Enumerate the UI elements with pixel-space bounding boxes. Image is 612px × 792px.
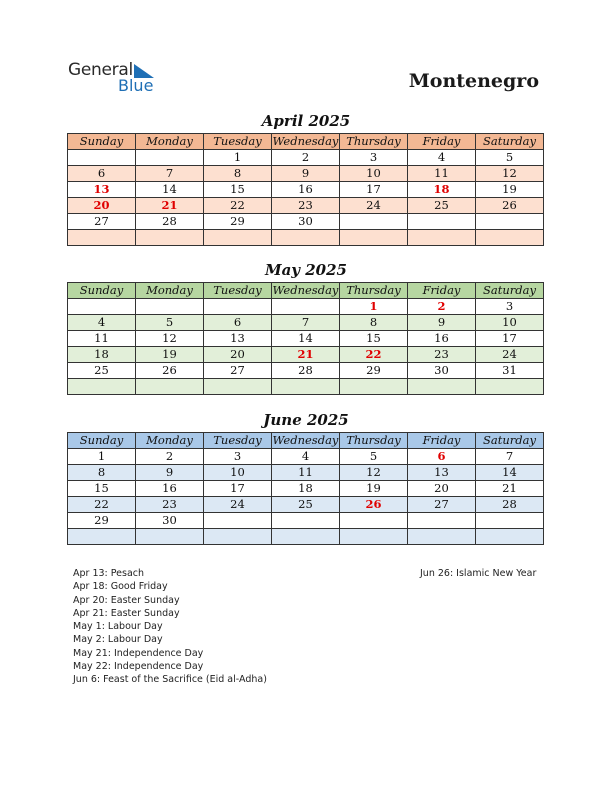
day-cell xyxy=(136,379,204,395)
day-cell: 17 xyxy=(340,182,408,198)
day-cell: 30 xyxy=(408,363,476,379)
day-cell: 1 xyxy=(204,150,272,166)
holiday-entry: Jun 6: Feast of the Sacrifice (Eid al-Adha) xyxy=(73,674,267,686)
weekday-header: Sunday xyxy=(68,433,136,449)
day-cell: 25 xyxy=(272,497,340,513)
day-cell: 5 xyxy=(136,315,204,331)
day-cell xyxy=(408,230,476,246)
day-cell: 28 xyxy=(136,214,204,230)
day-cell: 13 xyxy=(204,331,272,347)
day-cell xyxy=(408,379,476,395)
day-cell: 24 xyxy=(340,198,408,214)
day-cell: 20 xyxy=(68,198,136,214)
day-cell: 20 xyxy=(408,481,476,497)
day-cell xyxy=(68,150,136,166)
day-cell: 27 xyxy=(204,363,272,379)
day-cell: 10 xyxy=(340,166,408,182)
weekday-header: Wednesday xyxy=(272,283,339,297)
weekday-header: Tuesday xyxy=(204,134,272,150)
day-cell: 19 xyxy=(476,182,544,198)
day-cell xyxy=(68,529,136,545)
day-cell xyxy=(408,214,476,230)
holiday-entry: May 1: Labour Day xyxy=(73,621,163,633)
holiday-entry: Apr 13: Pesach xyxy=(73,568,145,579)
week-row xyxy=(68,465,544,481)
day-cell: 9 xyxy=(136,465,204,481)
weekday-header: Monday xyxy=(136,433,204,449)
holiday-entry: Apr 18: Good Friday xyxy=(73,581,168,593)
day-cell: 23 xyxy=(408,347,476,363)
day-cell: 16 xyxy=(272,182,340,198)
week-row xyxy=(68,315,544,331)
weekday-header: Tuesday xyxy=(204,283,272,299)
day-cell: 21 xyxy=(136,198,204,214)
week-row xyxy=(68,166,544,182)
week-row xyxy=(68,379,544,395)
day-cell: 2 xyxy=(136,449,204,465)
week-row xyxy=(68,449,544,465)
logo xyxy=(68,60,168,96)
day-cell: 29 xyxy=(340,363,408,379)
day-cell: 29 xyxy=(68,513,136,529)
week-row xyxy=(68,214,544,230)
day-cell xyxy=(408,513,476,529)
day-cell: 6 xyxy=(204,315,272,331)
day-cell: 11 xyxy=(408,166,476,182)
day-cell: 5 xyxy=(476,150,544,166)
day-cell: 3 xyxy=(204,449,272,465)
weekday-header: Thursday xyxy=(340,433,408,449)
week-row xyxy=(68,150,544,166)
day-cell: 27 xyxy=(68,214,136,230)
weekday-header: Monday xyxy=(136,283,204,299)
day-cell: 19 xyxy=(340,481,408,497)
week-row xyxy=(68,182,544,198)
day-cell: 4 xyxy=(68,315,136,331)
week-row xyxy=(68,347,544,363)
day-cell xyxy=(476,214,544,230)
holiday-entry: May 21: Independence Day xyxy=(73,647,204,659)
week-row xyxy=(68,198,544,214)
day-cell: 9 xyxy=(272,166,340,182)
day-cell xyxy=(340,214,408,230)
day-cell xyxy=(204,529,272,545)
day-cell: 13 xyxy=(68,182,136,198)
day-cell xyxy=(340,379,408,395)
day-cell xyxy=(136,230,204,246)
holiday-entry: May 2: Labour Day xyxy=(73,634,163,646)
day-cell: 30 xyxy=(272,214,340,230)
day-cell: 28 xyxy=(476,497,544,513)
day-cell: 24 xyxy=(204,497,272,513)
day-cell: 12 xyxy=(476,166,544,182)
day-cell xyxy=(340,529,408,545)
day-cell: 15 xyxy=(340,331,408,347)
day-cell xyxy=(476,230,544,246)
holiday-list-left xyxy=(73,567,267,687)
day-cell: 5 xyxy=(340,449,408,465)
day-cell xyxy=(68,230,136,246)
day-cell: 25 xyxy=(408,198,476,214)
day-cell: 6 xyxy=(408,449,476,465)
day-cell: 24 xyxy=(476,347,544,363)
weekday-header: Thursday xyxy=(340,134,408,150)
day-cell: 26 xyxy=(340,497,408,513)
day-cell: 25 xyxy=(68,363,136,379)
weekday-header: Sunday xyxy=(68,134,136,150)
day-cell: 1 xyxy=(68,449,136,465)
day-cell xyxy=(340,513,408,529)
calendar-june xyxy=(67,432,544,545)
day-cell xyxy=(272,230,340,246)
day-cell xyxy=(68,299,136,315)
day-cell xyxy=(204,230,272,246)
day-cell xyxy=(408,529,476,545)
day-cell: 15 xyxy=(204,182,272,198)
weekday-header-row xyxy=(68,283,544,299)
day-cell: 17 xyxy=(204,481,272,497)
week-row xyxy=(68,481,544,497)
weekday-header: Saturday xyxy=(476,283,544,299)
weekday-header-row xyxy=(68,433,544,449)
weekday-header-row xyxy=(68,134,544,150)
day-cell: 18 xyxy=(68,347,136,363)
day-cell: 9 xyxy=(408,315,476,331)
day-cell: 7 xyxy=(476,449,544,465)
day-cell: 3 xyxy=(340,150,408,166)
holiday-entry: Jun 26: Islamic New Year xyxy=(420,568,537,579)
day-cell xyxy=(272,529,340,545)
day-cell: 23 xyxy=(136,497,204,513)
weekday-header: Friday xyxy=(408,433,476,449)
day-cell: 29 xyxy=(204,214,272,230)
day-cell: 22 xyxy=(68,497,136,513)
day-cell xyxy=(476,379,544,395)
day-cell: 11 xyxy=(272,465,340,481)
month-title-june: June 2025 xyxy=(263,411,349,429)
week-row xyxy=(68,513,544,529)
day-cell: 19 xyxy=(136,347,204,363)
logo-general-text: General xyxy=(68,60,133,80)
day-cell: 26 xyxy=(476,198,544,214)
month-title-april: April 2025 xyxy=(261,112,351,130)
day-cell: 13 xyxy=(408,465,476,481)
week-row xyxy=(68,299,544,315)
day-cell xyxy=(136,529,204,545)
day-cell: 30 xyxy=(136,513,204,529)
day-cell xyxy=(272,513,340,529)
day-cell xyxy=(136,150,204,166)
day-cell xyxy=(204,379,272,395)
holiday-entry: Apr 21: Easter Sunday xyxy=(73,607,180,619)
day-cell: 28 xyxy=(272,363,340,379)
day-cell: 17 xyxy=(476,331,544,347)
day-cell: 8 xyxy=(68,465,136,481)
day-cell: 22 xyxy=(340,347,408,363)
day-cell xyxy=(476,529,544,545)
day-cell xyxy=(204,513,272,529)
day-cell: 18 xyxy=(408,182,476,198)
day-cell: 14 xyxy=(136,182,204,198)
week-row xyxy=(68,230,544,246)
day-cell: 22 xyxy=(204,198,272,214)
day-cell: 23 xyxy=(272,198,340,214)
holiday-entry: Apr 20: Easter Sunday xyxy=(73,594,180,606)
day-cell: 7 xyxy=(136,166,204,182)
month-title-may: May 2025 xyxy=(264,261,347,279)
week-row xyxy=(68,331,544,347)
weekday-header: Monday xyxy=(136,134,204,150)
day-cell xyxy=(476,513,544,529)
day-cell xyxy=(272,299,340,315)
holiday-list-right xyxy=(420,567,536,580)
day-cell: 16 xyxy=(136,481,204,497)
weekday-header: Tuesday xyxy=(204,433,272,449)
day-cell: 14 xyxy=(476,465,544,481)
calendar-april xyxy=(67,133,544,246)
weekday-header: Friday xyxy=(408,283,476,299)
day-cell: 8 xyxy=(204,166,272,182)
day-cell: 18 xyxy=(272,481,340,497)
day-cell xyxy=(68,379,136,395)
day-cell: 15 xyxy=(68,481,136,497)
day-cell: 11 xyxy=(68,331,136,347)
holiday-entry: May 22: Independence Day xyxy=(73,661,204,673)
day-cell: 2 xyxy=(408,299,476,315)
day-cell: 12 xyxy=(136,331,204,347)
day-cell: 10 xyxy=(204,465,272,481)
day-cell: 20 xyxy=(204,347,272,363)
weekday-header: Friday xyxy=(408,134,476,150)
day-cell: 31 xyxy=(476,363,544,379)
weekday-header: Thursday xyxy=(340,283,408,299)
calendar-may xyxy=(67,282,544,395)
day-cell: 6 xyxy=(68,166,136,182)
day-cell: 7 xyxy=(272,315,340,331)
day-cell: 26 xyxy=(136,363,204,379)
day-cell xyxy=(136,299,204,315)
weekday-header: Saturday xyxy=(476,134,544,150)
day-cell xyxy=(204,299,272,315)
week-row xyxy=(68,529,544,545)
day-cell: 2 xyxy=(272,150,340,166)
week-row xyxy=(68,497,544,513)
day-cell xyxy=(272,379,340,395)
day-cell: 10 xyxy=(476,315,544,331)
day-cell: 8 xyxy=(340,315,408,331)
weekday-header: Wednesday xyxy=(272,433,339,447)
day-cell: 14 xyxy=(272,331,340,347)
day-cell: 16 xyxy=(408,331,476,347)
day-cell: 21 xyxy=(476,481,544,497)
week-row xyxy=(68,363,544,379)
weekday-header: Saturday xyxy=(476,433,544,449)
logo-blue-text: Blue xyxy=(118,76,154,95)
day-cell: 27 xyxy=(408,497,476,513)
day-cell: 4 xyxy=(272,449,340,465)
country-title: Montenegro xyxy=(408,70,539,92)
weekday-header: Wednesday xyxy=(272,134,339,148)
day-cell: 3 xyxy=(476,299,544,315)
day-cell: 21 xyxy=(272,347,340,363)
weekday-header: Sunday xyxy=(68,283,136,299)
day-cell: 4 xyxy=(408,150,476,166)
day-cell: 1 xyxy=(340,299,408,315)
day-cell xyxy=(340,230,408,246)
day-cell: 12 xyxy=(340,465,408,481)
